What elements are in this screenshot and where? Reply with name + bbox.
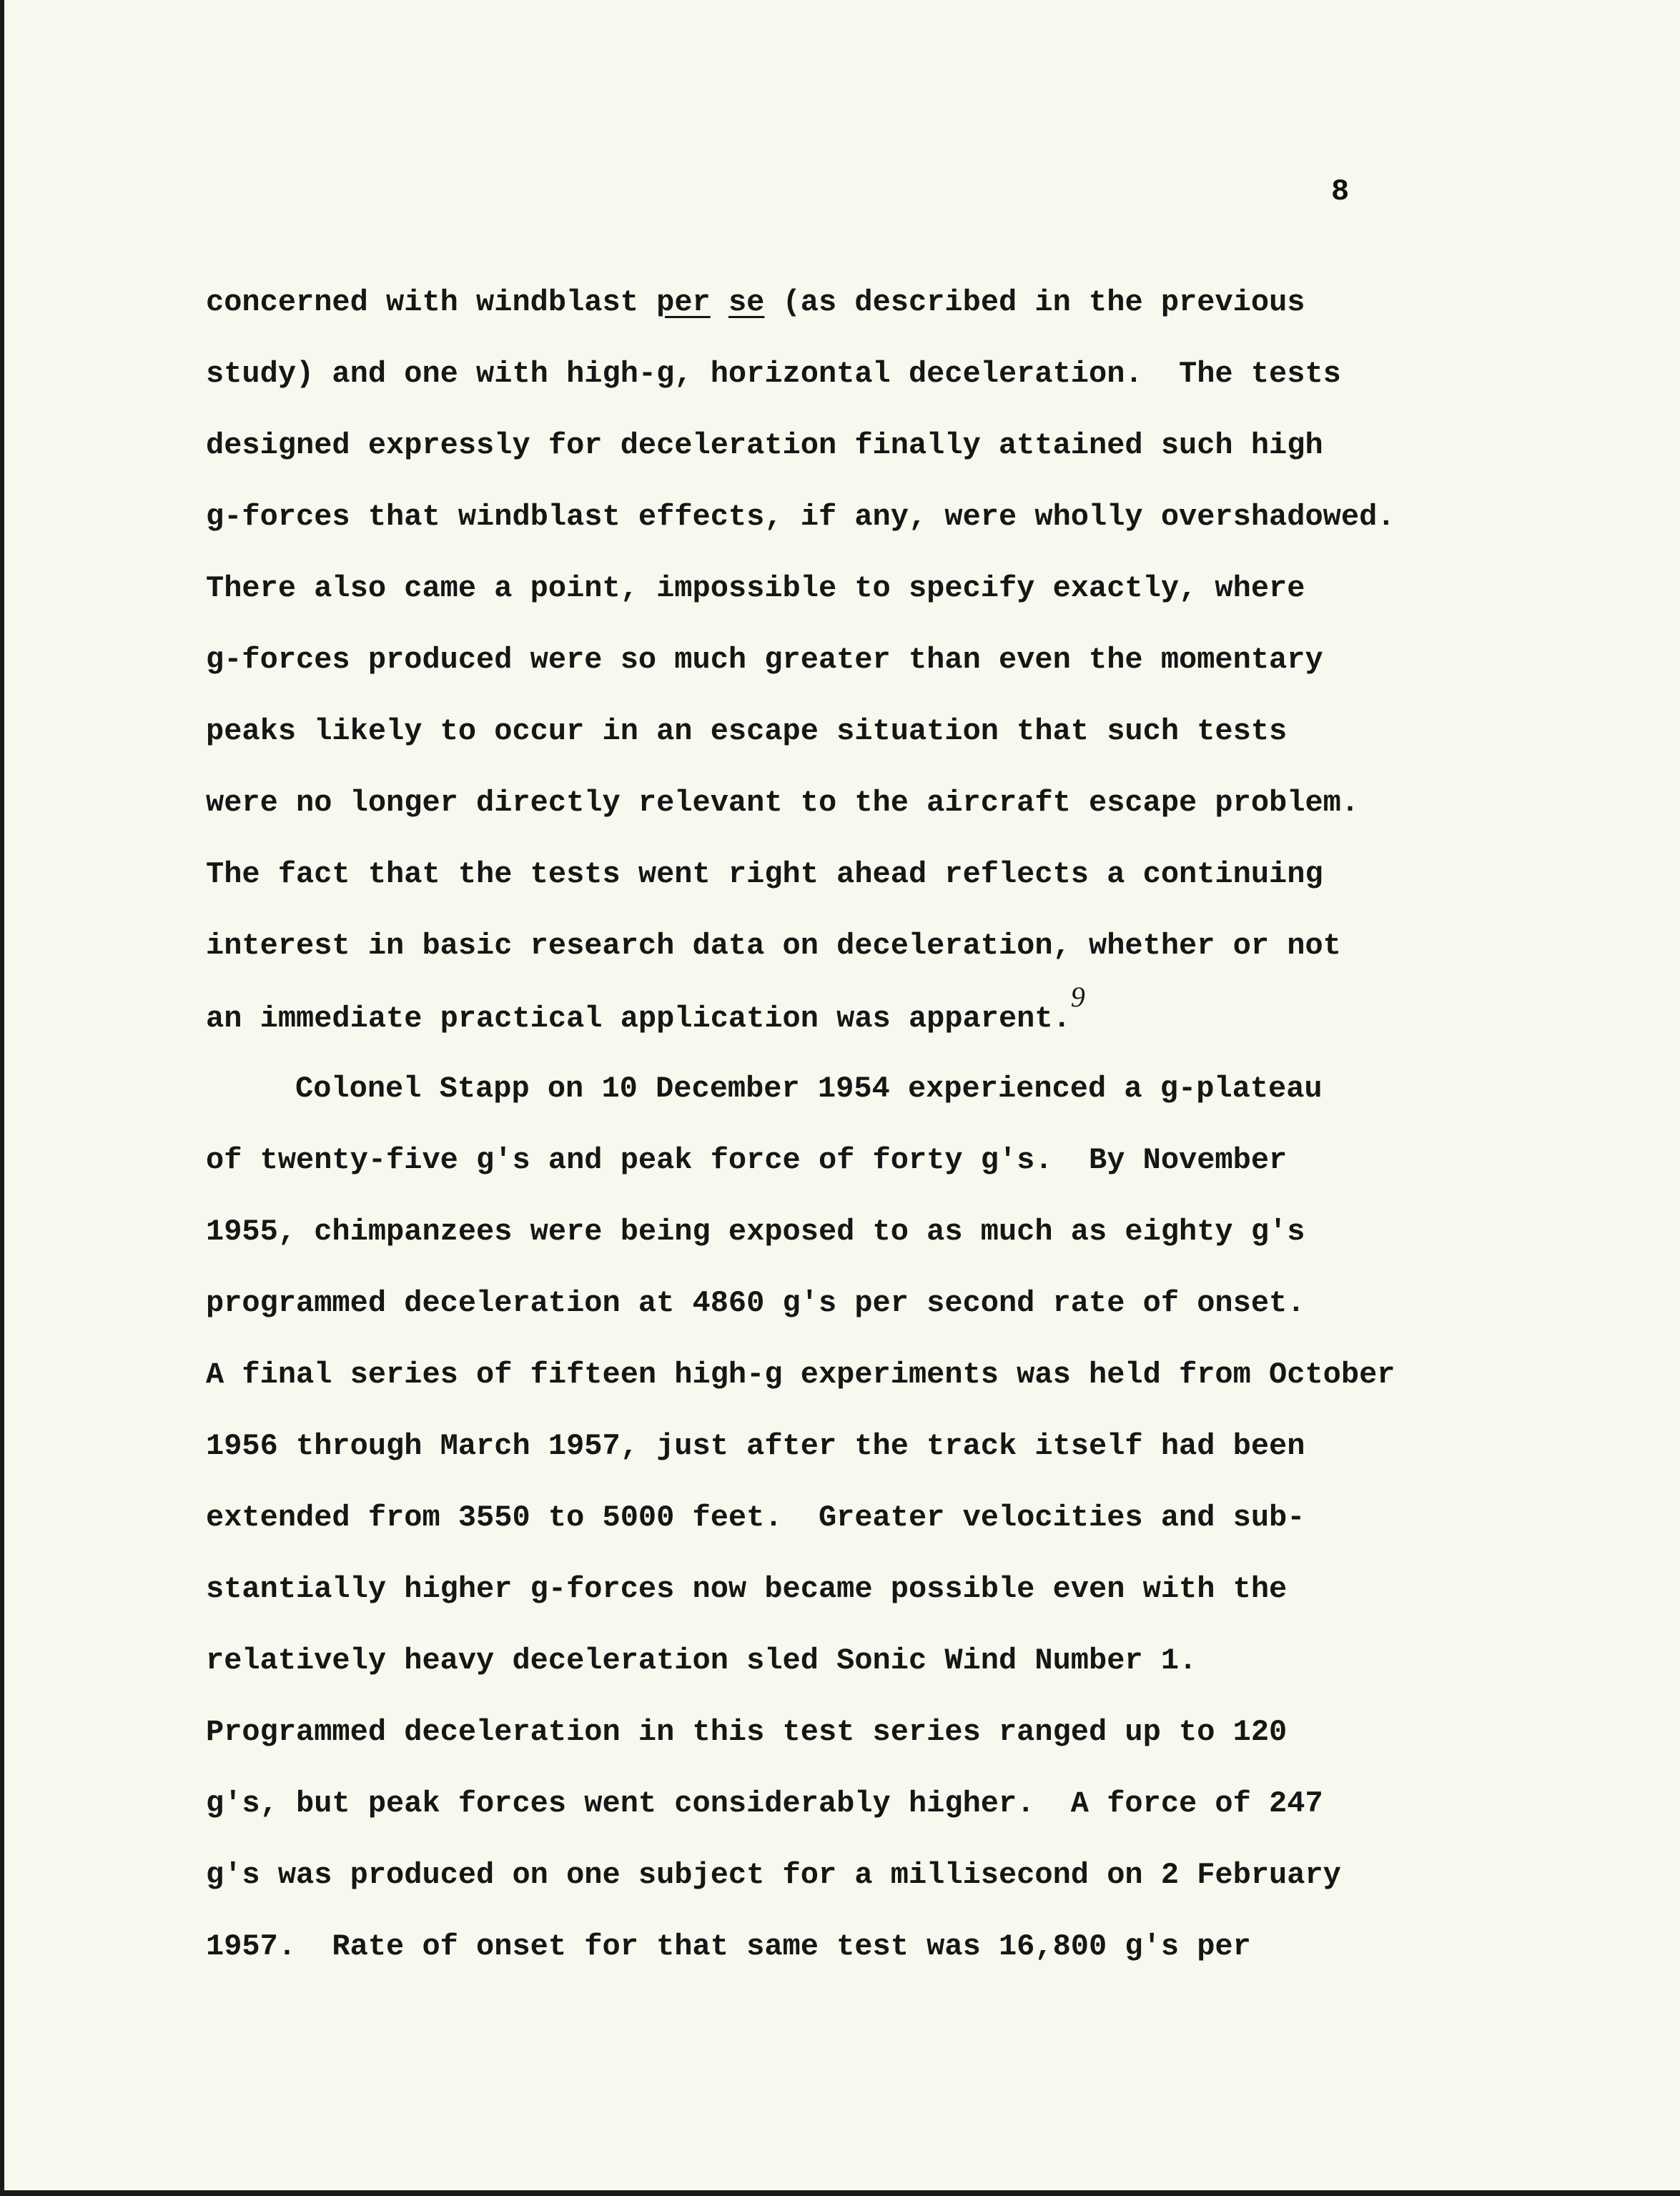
page-number: 8 xyxy=(1331,174,1350,209)
underlined-word: per xyxy=(656,285,711,320)
text-line: The fact that the tests went right ahead reflects a continuing xyxy=(206,857,1323,891)
document-body xyxy=(206,267,1395,1982)
text-line xyxy=(206,981,1395,1053)
text-line: interest in basic research data on deceleration, whether or not xyxy=(206,929,1341,963)
footnote-marker: 9 xyxy=(1070,981,1085,1013)
text-span xyxy=(711,285,728,320)
text-line: relatively heavy deceleration sled Sonic Wind Number 1. xyxy=(206,1643,1197,1678)
text-line: g's, but peak forces went considerably higher. A force of 247 xyxy=(206,1786,1323,1821)
text-line: A final series of fifteen high-g experiments was held from October xyxy=(206,1357,1395,1392)
text-line: study) and one with high-g, horizontal deceleration. The tests xyxy=(206,357,1341,391)
text-line: of twenty-five g's and peak force of forty g's. By November xyxy=(206,1143,1288,1177)
text-line: extended from 3550 to 5000 feet. Greater velocities and sub- xyxy=(206,1500,1305,1535)
text-line: 1955, chimpanzees were being exposed to as much as eighty g's xyxy=(206,1215,1305,1249)
text-line: 1957. Rate of onset for that same test was 16,800 g's per xyxy=(206,1929,1251,1964)
text-line: designed expressly for deceleration finally attained such high xyxy=(206,428,1323,463)
text-line: g's was produced on one subject for a millisecond on 2 February xyxy=(206,1858,1341,1892)
text-line: stantially higher g-forces now became possible even with the xyxy=(206,1572,1288,1606)
underlined-word: se xyxy=(728,285,765,320)
paragraph-start-line: Colonel Stapp on 10 December 1954 experienced a g-plateau xyxy=(295,1072,1323,1106)
text-line: Programmed deceleration in this test series ranged up to 120 xyxy=(206,1715,1288,1749)
text-line: programmed deceleration at 4860 g's per second rate of onset. xyxy=(206,1286,1305,1320)
text-span: concerned with windblast xyxy=(206,285,657,320)
text-span: (as described in the previous xyxy=(764,285,1305,320)
text-line: 1956 through March 1957, just after the track itself had been xyxy=(206,1429,1305,1463)
text-line: g-forces that windblast effects, if any, were wholly overshadowed. xyxy=(206,500,1395,534)
text-line: g-forces produced were so much greater than even the momentary xyxy=(206,643,1323,677)
text-line: were no longer directly relevant to the aircraft escape problem. xyxy=(206,786,1360,820)
scan-edge-left xyxy=(0,0,4,2196)
text-line: peaks likely to occur in an escape situation that such tests xyxy=(206,714,1288,748)
scan-edge-bottom xyxy=(0,2190,1680,2196)
text-line xyxy=(206,267,1395,338)
text-span: an immediate practical application was apparent. xyxy=(206,1001,1071,1036)
text-line: There also came a point, impossible to specify exactly, where xyxy=(206,571,1305,605)
